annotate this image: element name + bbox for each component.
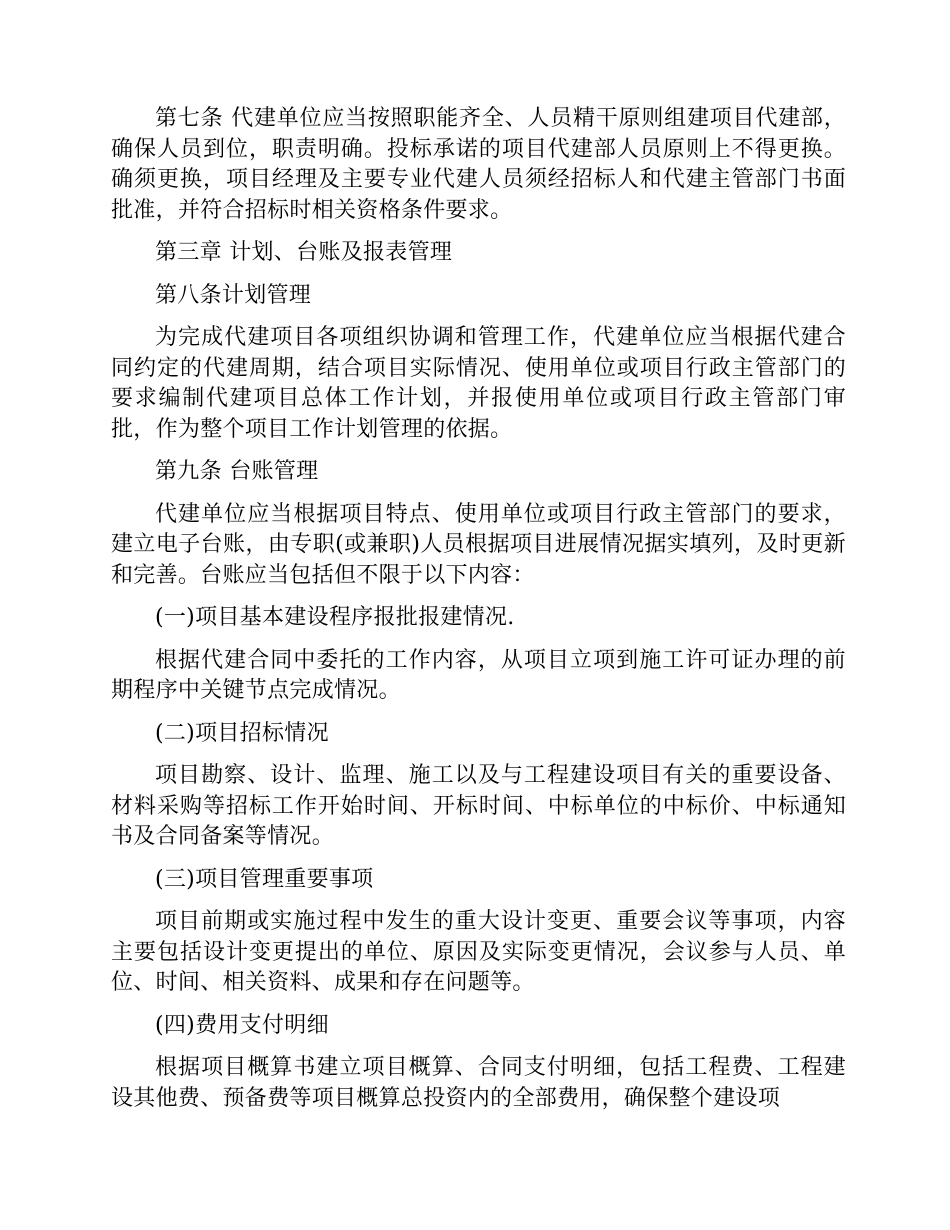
item-3-heading: (三)项目管理重要事项 — [155, 866, 374, 892]
ledger-management-paragraph: 代建单位应当根据项目特点、使用单位或项目行政主管部门的要求，建立电子台账，由专职(或兼职)人员根据项目进展情况据实填列，及时更新和完善。台账应当包括但不限于以下内容： — [111, 501, 846, 588]
item-1-paragraph: 根据代建合同中委托的工作内容，从项目立项到施工许可证办理的前期程序中关键节点完成情况。 — [111, 647, 846, 703]
item-1-heading: (一)项目基本建设程序报批报建情况. — [155, 605, 515, 630]
plan-management-paragraph: 为完成代建项目各项组织协调和管理工作，代建单位应当根据代建合同约定的代建周期，结合项目实际情况、使用单位或项目行政主管部门的要求编制代建项目总体工作计划，并报使用单位或项目行政主管部门审批，作为整个项目工作计划管理的依据。 — [111, 325, 846, 442]
article-7-paragraph: 第七条 代建单位应当按照职能齐全、人员精干原则组建项目代建部，确保人员到位，职责明确。投标承诺的项目代建部人员原则上不得更换。确须更换，项目经理及主要专业代建人员须经招标人和代建主管部门书面批准，并符合招标时相关资格条件要求。 — [111, 106, 846, 223]
document-page — [111, 104, 846, 1126]
article-9-heading: 第九条 台账管理 — [155, 459, 319, 484]
item-2-paragraph: 项目勘察、设计、监理、施工以及与工程建设项目有关的重要设备、材料采购等招标工作开始时间、开标时间、中标单位的中标价、中标通知书及合同备案等情况。 — [111, 763, 846, 849]
chapter-3-heading: 第三章 计划、台账及报表管理 — [155, 240, 453, 265]
item-4-paragraph: 根据项目概算书建立项目概算、合同支付明细，包括工程费、工程建设其他费、预备费等项目概算总投资内的全部费用，确保整个建设项 — [111, 1055, 846, 1111]
item-3-paragraph: 项目前期或实施过程中发生的重大设计变更、重要会议等事项，内容主要包括设计变更提出的单位、原因及实际变更情况，会议参与人员、单位、时间、相关资料、成果和存在问题等。 — [111, 909, 846, 995]
article-8-heading: 第八条计划管理 — [155, 282, 312, 308]
item-2-heading: (二)项目招标情况 — [155, 720, 329, 746]
item-4-heading: (四)费用支付明细 — [155, 1012, 329, 1038]
